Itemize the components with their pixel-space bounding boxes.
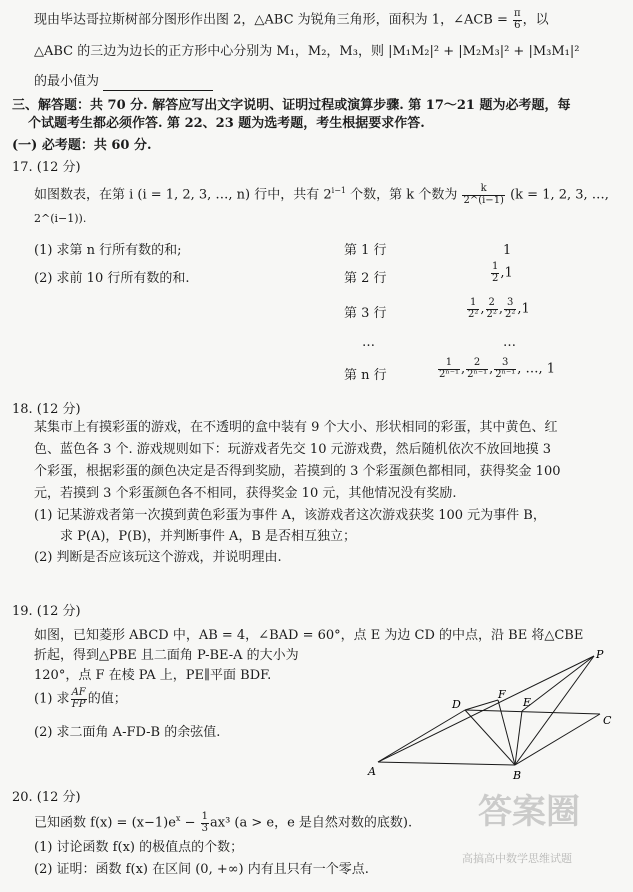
table-row-1-values: 1	[503, 243, 512, 258]
intro-line-2: △ABC 的三边为边长的正方形中心分别为 M₁，M₂，M₃，则 |M₁M₂|² + |M₂M₃|² + |M₃M₁|²	[34, 44, 580, 59]
q19-number: 19. (12 分)	[12, 604, 81, 619]
q18-line-1: 某集市上有摸彩蛋的游戏，在不透明的盒中装有 9 个大小、形状相同的彩蛋，其中黄色、红	[34, 420, 558, 435]
svg-text:C: C	[603, 714, 612, 727]
section-3-header: 三、解答题：共 70 分. 解答应写出文字说明、证明过程或演算步骤. 第 17～21 题为必考题，每	[12, 98, 571, 113]
table-row-3-values: $\frac{1}{\text{2²}}$ , $\frac{2}{\text{2²}}$ , $\frac{3}{\text{2²}}$ ,1	[468, 297, 530, 320]
edge-AD	[378, 710, 465, 762]
edge-DC	[465, 710, 600, 714]
edge-PE	[522, 656, 594, 711]
section-3-header-2: 个试题考生都必须作答. 第 22、23 题为选考题，考生根据要求作答.	[28, 116, 425, 131]
q19-line-1: 如图，已知菱形 ABCD 中，AB = 4，∠BAD = 60°，点 E 为边 CD 的中点，沿 BE 将△CBE	[34, 628, 584, 643]
q17-part-2: (2) 求前 10 行所有数的和.	[34, 271, 190, 286]
q17-stem-1: 如图数表，在第 i (i = 1, 2, 3, …, n) 行中，共有 $2^{i-1}$ 个数，第 k 个数为 $\frac{k}{2\^{}(i-1)}$ (k = 1, 2, 3, …,	[34, 183, 609, 206]
svg-text:F: F	[498, 688, 506, 701]
table-row-3-label: 第 3 行	[344, 306, 387, 321]
q20-part-2: (2) 证明：函数 f(x) 在区间 (0, +∞) 内有且只有一个零点.	[34, 862, 369, 877]
q18-line-2: 色、蓝色各 3 个. 游戏规则如下：玩游戏者先交 10 元游戏费，然后随机依次不放回地摸 3	[34, 442, 552, 457]
table-row-n-label: 第 n 行	[344, 368, 387, 383]
pi-over-6-fraction: $\frac{\pi}{6}$	[514, 8, 521, 31]
q19-pyramid-figure	[360, 648, 615, 783]
table-row-1-label: 第 1 行	[344, 243, 387, 258]
one-third-fraction: $\frac{1}{3}$	[201, 811, 208, 834]
k-over-2-fraction: $\frac{k}{2\^{}(i-1)}$	[463, 183, 504, 206]
af-over-fp-fraction: $\frac{AF}{FP}$	[71, 687, 86, 710]
table-row-n-values: $\frac{1}{\text{2ⁿ⁻¹}}$ , $\frac{2}{\text{2ⁿ⁻¹}}$ , $\frac{3}{\text{2ⁿ⁻¹}}$ , …, 1	[439, 357, 556, 380]
q20-number: 20. (12 分)	[12, 790, 81, 805]
q18-part-2: (2) 判断是否应该玩这个游戏，并说明理由.	[34, 550, 282, 565]
table-row-2-label: 第 2 行	[344, 271, 387, 286]
intro-line-3: 的最小值为	[34, 74, 213, 91]
q19-line-2: 折起，得到△PBE 且二面角 P-BE-A 的大小为	[34, 648, 299, 663]
q19-line-3: 120°，点 F 在棱 PA 上，PE∥平面 BDF.	[34, 668, 272, 683]
q20-line-1: 已知函数 $f(x) = (x-1)e^x$ − $\frac{1}{3}$ ax³ (a > e，e 是自然对数的底数).	[34, 811, 413, 834]
svg-text:B: B	[513, 769, 522, 782]
q18-line-3: 个彩蛋，根据彩蛋的颜色决定是否得到奖励，若摸到的 3 个彩蛋颜色都相同，获得奖金 100	[34, 464, 561, 479]
edge-BC	[515, 714, 600, 765]
svg-text:A: A	[368, 765, 376, 778]
q18-part-1a: (1) 记某游戏者第一次摸到黄色彩蛋为事件 A，该游戏者这次游戏获奖 100 元为事件 B，	[34, 508, 546, 523]
watermark-caption: 高搞高中数学思维试题	[462, 852, 572, 865]
table-dots-left: …	[362, 335, 375, 350]
edge-PA	[378, 656, 594, 762]
edge-AB	[378, 762, 515, 765]
table-row-2-values: $\frac{1}{2}$ ,1	[492, 261, 513, 284]
svg-text:E: E	[523, 696, 532, 709]
q17-part-1: (1) 求第 n 行所有数的和;	[34, 243, 182, 258]
table-dots-right: …	[503, 335, 516, 350]
edge-PB	[515, 656, 594, 765]
answer-blank	[103, 78, 213, 91]
svg-text:D: D	[452, 698, 461, 711]
q17-number: 17. (12 分)	[12, 160, 81, 175]
q18-number: 18. (12 分)	[12, 402, 81, 417]
watermark-logo: 答案圈	[478, 792, 580, 832]
q19-part-2: (2) 求二面角 A-FD-B 的余弦值.	[34, 725, 221, 740]
q18-part-1b: 求 P(A)，P(B)，并判断事件 A，B 是否相互独立；	[60, 529, 357, 544]
section-3-sub: (一) 必考题：共 60 分.	[12, 138, 152, 153]
q20-part-1: (1) 讨论函数 f(x) 的极值点的个数；	[34, 840, 244, 855]
q18-line-4: 元，若摸到 3 个彩蛋颜色各不相同，获得奖金 10 元，其他情况没有奖励.	[34, 486, 457, 501]
q17-stem-2: 2^(i−1)).	[34, 212, 87, 225]
q19-part-1: (1) 求 $\frac{AF}{FP}$ 的值；	[34, 687, 127, 710]
intro-line-1: 现由毕达哥拉斯树部分图形作出图 2，△ABC 为锐角三角形，面积为 1，∠ACB = $\frac{\pi}{6}$ ，以	[34, 8, 549, 31]
svg-text:P: P	[596, 648, 604, 661]
